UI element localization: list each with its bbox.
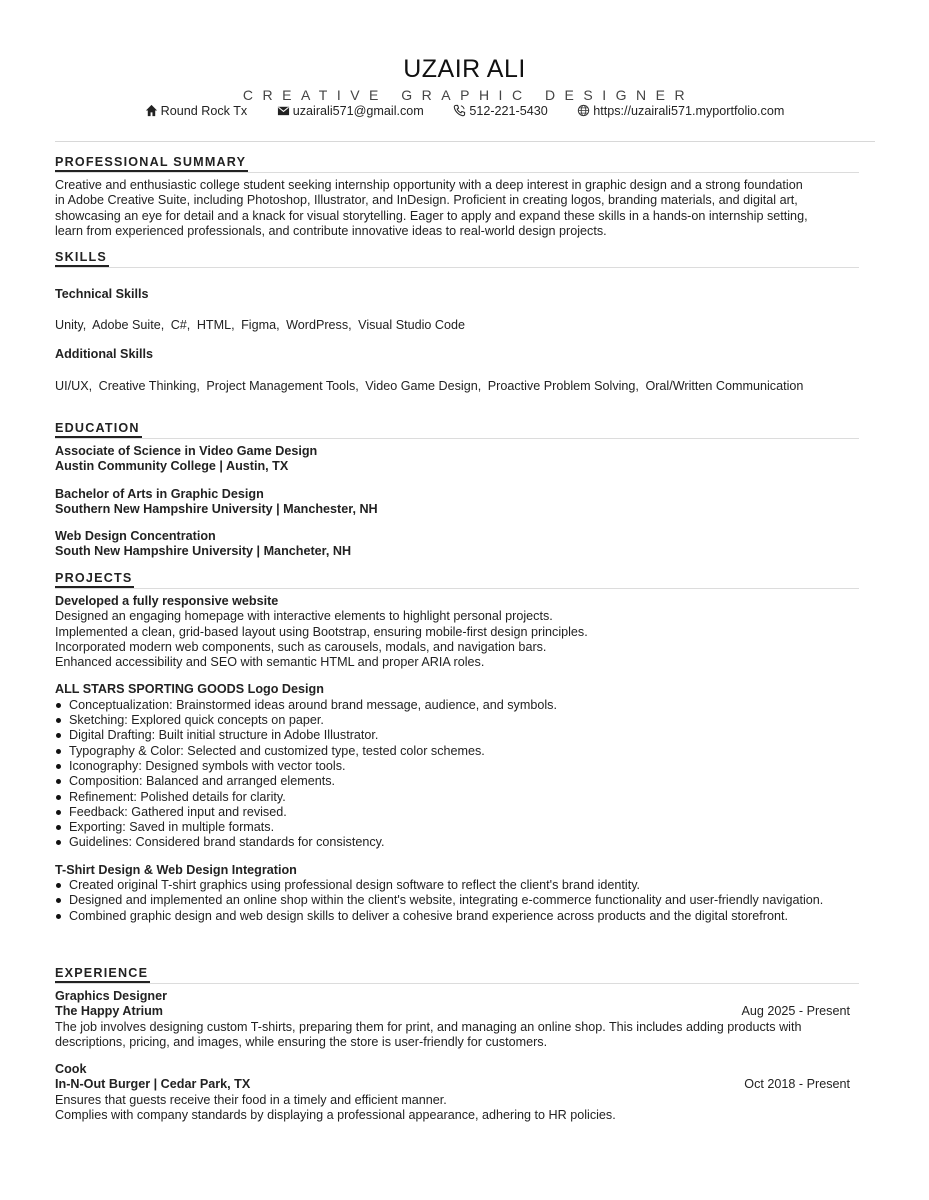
contact-phone[interactable] bbox=[453, 104, 547, 118]
list-item: Iconography: Designed symbols with vector tools. bbox=[69, 759, 859, 774]
technical-skills-title: Technical Skills bbox=[55, 287, 149, 301]
section-heading: PROJECTS bbox=[55, 571, 859, 589]
summary-section bbox=[55, 155, 859, 239]
project-title: ALL STARS SPORTING GOODS Logo Design bbox=[55, 682, 324, 697]
contact-email[interactable] bbox=[277, 104, 424, 118]
summary-line: showcasing an eye for detail and a knack for visual storytelling. Eager to apply and expand these skills in a hands-on internship setting, bbox=[55, 208, 808, 223]
list-item: Created original T-shirt graphics using professional design software to reflect the client's brand identity. bbox=[69, 878, 859, 893]
skills-section bbox=[55, 250, 859, 393]
contact-website[interactable] bbox=[577, 104, 784, 118]
school-name: Southern New Hampshire University | Manchester, NH bbox=[55, 501, 378, 516]
education-entry bbox=[55, 529, 859, 560]
project-entry bbox=[55, 594, 859, 670]
summary-line: in Adobe Creative Suite, including Photoshop, Illustrator, and InDesign. Proficient in creating logos, branding materials, and digital art, bbox=[55, 193, 798, 208]
phone-text: 512-221-5430 bbox=[469, 104, 548, 118]
mail-icon bbox=[277, 104, 290, 117]
candidate-name: UZAIR ALI bbox=[403, 55, 526, 83]
job-entry bbox=[55, 989, 859, 1050]
skill-item: UI/UX, bbox=[55, 378, 93, 393]
candidate-role: CREATIVE GRAPHIC DESIGNER bbox=[242, 87, 695, 103]
list-item: Conceptualization: Brainstormed ideas around brand message, audience, and symbols. bbox=[69, 698, 859, 713]
skill-item: Figma, bbox=[241, 318, 280, 333]
list-item: Composition: Balanced and arranged elements. bbox=[69, 774, 859, 789]
summary-line: Creative and enthusiastic college student seeking internship opportunity with a deep interest in graphic design and a strong foundation bbox=[55, 178, 803, 192]
job-company: In-N-Out Burger | Cedar Park, TX bbox=[55, 1077, 251, 1092]
list-item: Designed and implemented an online shop within the client's website, integrating e-commerce functionality and user-friendly navigation. bbox=[69, 893, 859, 908]
experience-section bbox=[55, 966, 859, 1123]
summary-line: learn from experienced professionals, and contribute innovative ideas to real-world design projects. bbox=[55, 223, 607, 238]
job-line: descriptions, pricing, and images, while ensuring the store is user-friendly for customers. bbox=[55, 1034, 548, 1049]
project-line: Designed an engaging homepage with interactive elements to highlight personal projects. bbox=[55, 609, 553, 624]
school-name: Austin Community College | Austin, TX bbox=[55, 459, 289, 474]
phone-icon bbox=[453, 104, 466, 117]
project-title: T-Shirt Design & Web Design Integration bbox=[55, 862, 297, 877]
job-line: The job involves designing custom T-shirts, preparing them for print, and managing an online shop. This includes adding products with bbox=[55, 1019, 802, 1034]
contact-location bbox=[145, 104, 248, 118]
technical-skills-list bbox=[55, 318, 859, 332]
list-item: Feedback: Gathered input and revised. bbox=[69, 805, 859, 820]
job-company: The Happy Atrium bbox=[55, 1004, 163, 1019]
project-line: Implemented a clean, grid-based layout using Bootstrap, ensuring mobile-first design principles. bbox=[55, 624, 588, 639]
job-line: Complies with company standards by displaying a professional appearance, adhering to HR policies. bbox=[55, 1108, 616, 1123]
job-title: Cook bbox=[55, 1062, 87, 1077]
location-text: Round Rock Tx bbox=[160, 104, 248, 118]
globe-icon bbox=[577, 104, 590, 117]
list-item: Combined graphic design and web design skills to deliver a cohesive brand experience across products and the digital storefront. bbox=[69, 909, 859, 924]
job-company-row bbox=[55, 1004, 859, 1019]
degree-title: Bachelor of Arts in Graphic Design bbox=[55, 486, 264, 501]
list-item: Exporting: Saved in multiple formats. bbox=[69, 820, 859, 835]
skill-item: Video Game Design, bbox=[365, 378, 482, 393]
summary-text bbox=[55, 178, 875, 239]
home-icon bbox=[145, 104, 158, 117]
job-date: Aug 2025 - Present bbox=[741, 1004, 850, 1019]
education-entry bbox=[55, 487, 859, 518]
list-item: Digital Drafting: Built initial structure in Adobe Illustrator. bbox=[69, 728, 859, 743]
list-item: Sketching: Explored quick concepts on paper. bbox=[69, 713, 859, 728]
list-item: Guidelines: Considered brand standards for consistency. bbox=[69, 835, 859, 850]
skill-item: HTML, bbox=[196, 318, 235, 333]
job-line: Ensures that guests receive their food in a timely and efficient manner. bbox=[55, 1092, 447, 1107]
education-section bbox=[55, 421, 859, 560]
degree-title: Web Design Concentration bbox=[55, 529, 216, 544]
project-line: Enhanced accessibility and SEO with semantic HTML and proper ARIA roles. bbox=[55, 655, 485, 670]
section-heading: SKILLS bbox=[55, 250, 859, 268]
project-entry bbox=[55, 863, 859, 924]
job-title: Graphics Designer bbox=[55, 989, 167, 1003]
skill-item: Adobe Suite, bbox=[92, 318, 165, 333]
additional-skills-list bbox=[55, 379, 859, 393]
skill-item: Project Management Tools, bbox=[206, 378, 359, 393]
project-bullets bbox=[55, 878, 859, 924]
list-item: Typography & Color: Selected and customized type, tested color schemes. bbox=[69, 744, 859, 759]
header-divider bbox=[55, 141, 875, 142]
project-bullets bbox=[55, 698, 859, 851]
additional-skills-title: Additional Skills bbox=[55, 347, 153, 362]
list-item: Refinement: Polished details for clarity. bbox=[69, 790, 859, 805]
degree-title: Associate of Science in Video Game Design bbox=[55, 444, 318, 458]
email-text: uzairali571@gmail.com bbox=[292, 104, 424, 118]
section-heading: EDUCATION bbox=[55, 421, 859, 439]
website-text: https://uzairali571.myportfolio.com bbox=[593, 104, 785, 118]
project-line: Incorporated modern web components, such as carousels, modals, and navigation bars. bbox=[55, 639, 547, 654]
projects-section bbox=[55, 571, 859, 924]
skill-item: Creative Thinking, bbox=[98, 378, 200, 393]
skill-item: WordPress, bbox=[286, 318, 352, 333]
job-description bbox=[55, 1020, 865, 1051]
skill-item: Oral/Written Communication bbox=[645, 378, 804, 393]
education-entry bbox=[55, 444, 859, 475]
project-entry bbox=[55, 682, 859, 850]
job-company-row bbox=[55, 1077, 859, 1092]
school-name: South New Hampshire University | Mancheter, NH bbox=[55, 544, 352, 559]
section-heading: PROFESSIONAL SUMMARY bbox=[55, 155, 859, 173]
skill-item: C#, bbox=[170, 318, 191, 333]
section-heading: EXPERIENCE bbox=[55, 966, 859, 984]
skill-item: Unity, bbox=[55, 318, 87, 333]
project-title: Developed a fully responsive website bbox=[55, 594, 279, 608]
contact-bar bbox=[0, 104, 929, 118]
job-date: Oct 2018 - Present bbox=[744, 1077, 850, 1092]
job-entry bbox=[55, 1062, 859, 1123]
skill-item: Proactive Problem Solving, bbox=[487, 378, 639, 393]
skill-item: Visual Studio Code bbox=[358, 318, 466, 333]
